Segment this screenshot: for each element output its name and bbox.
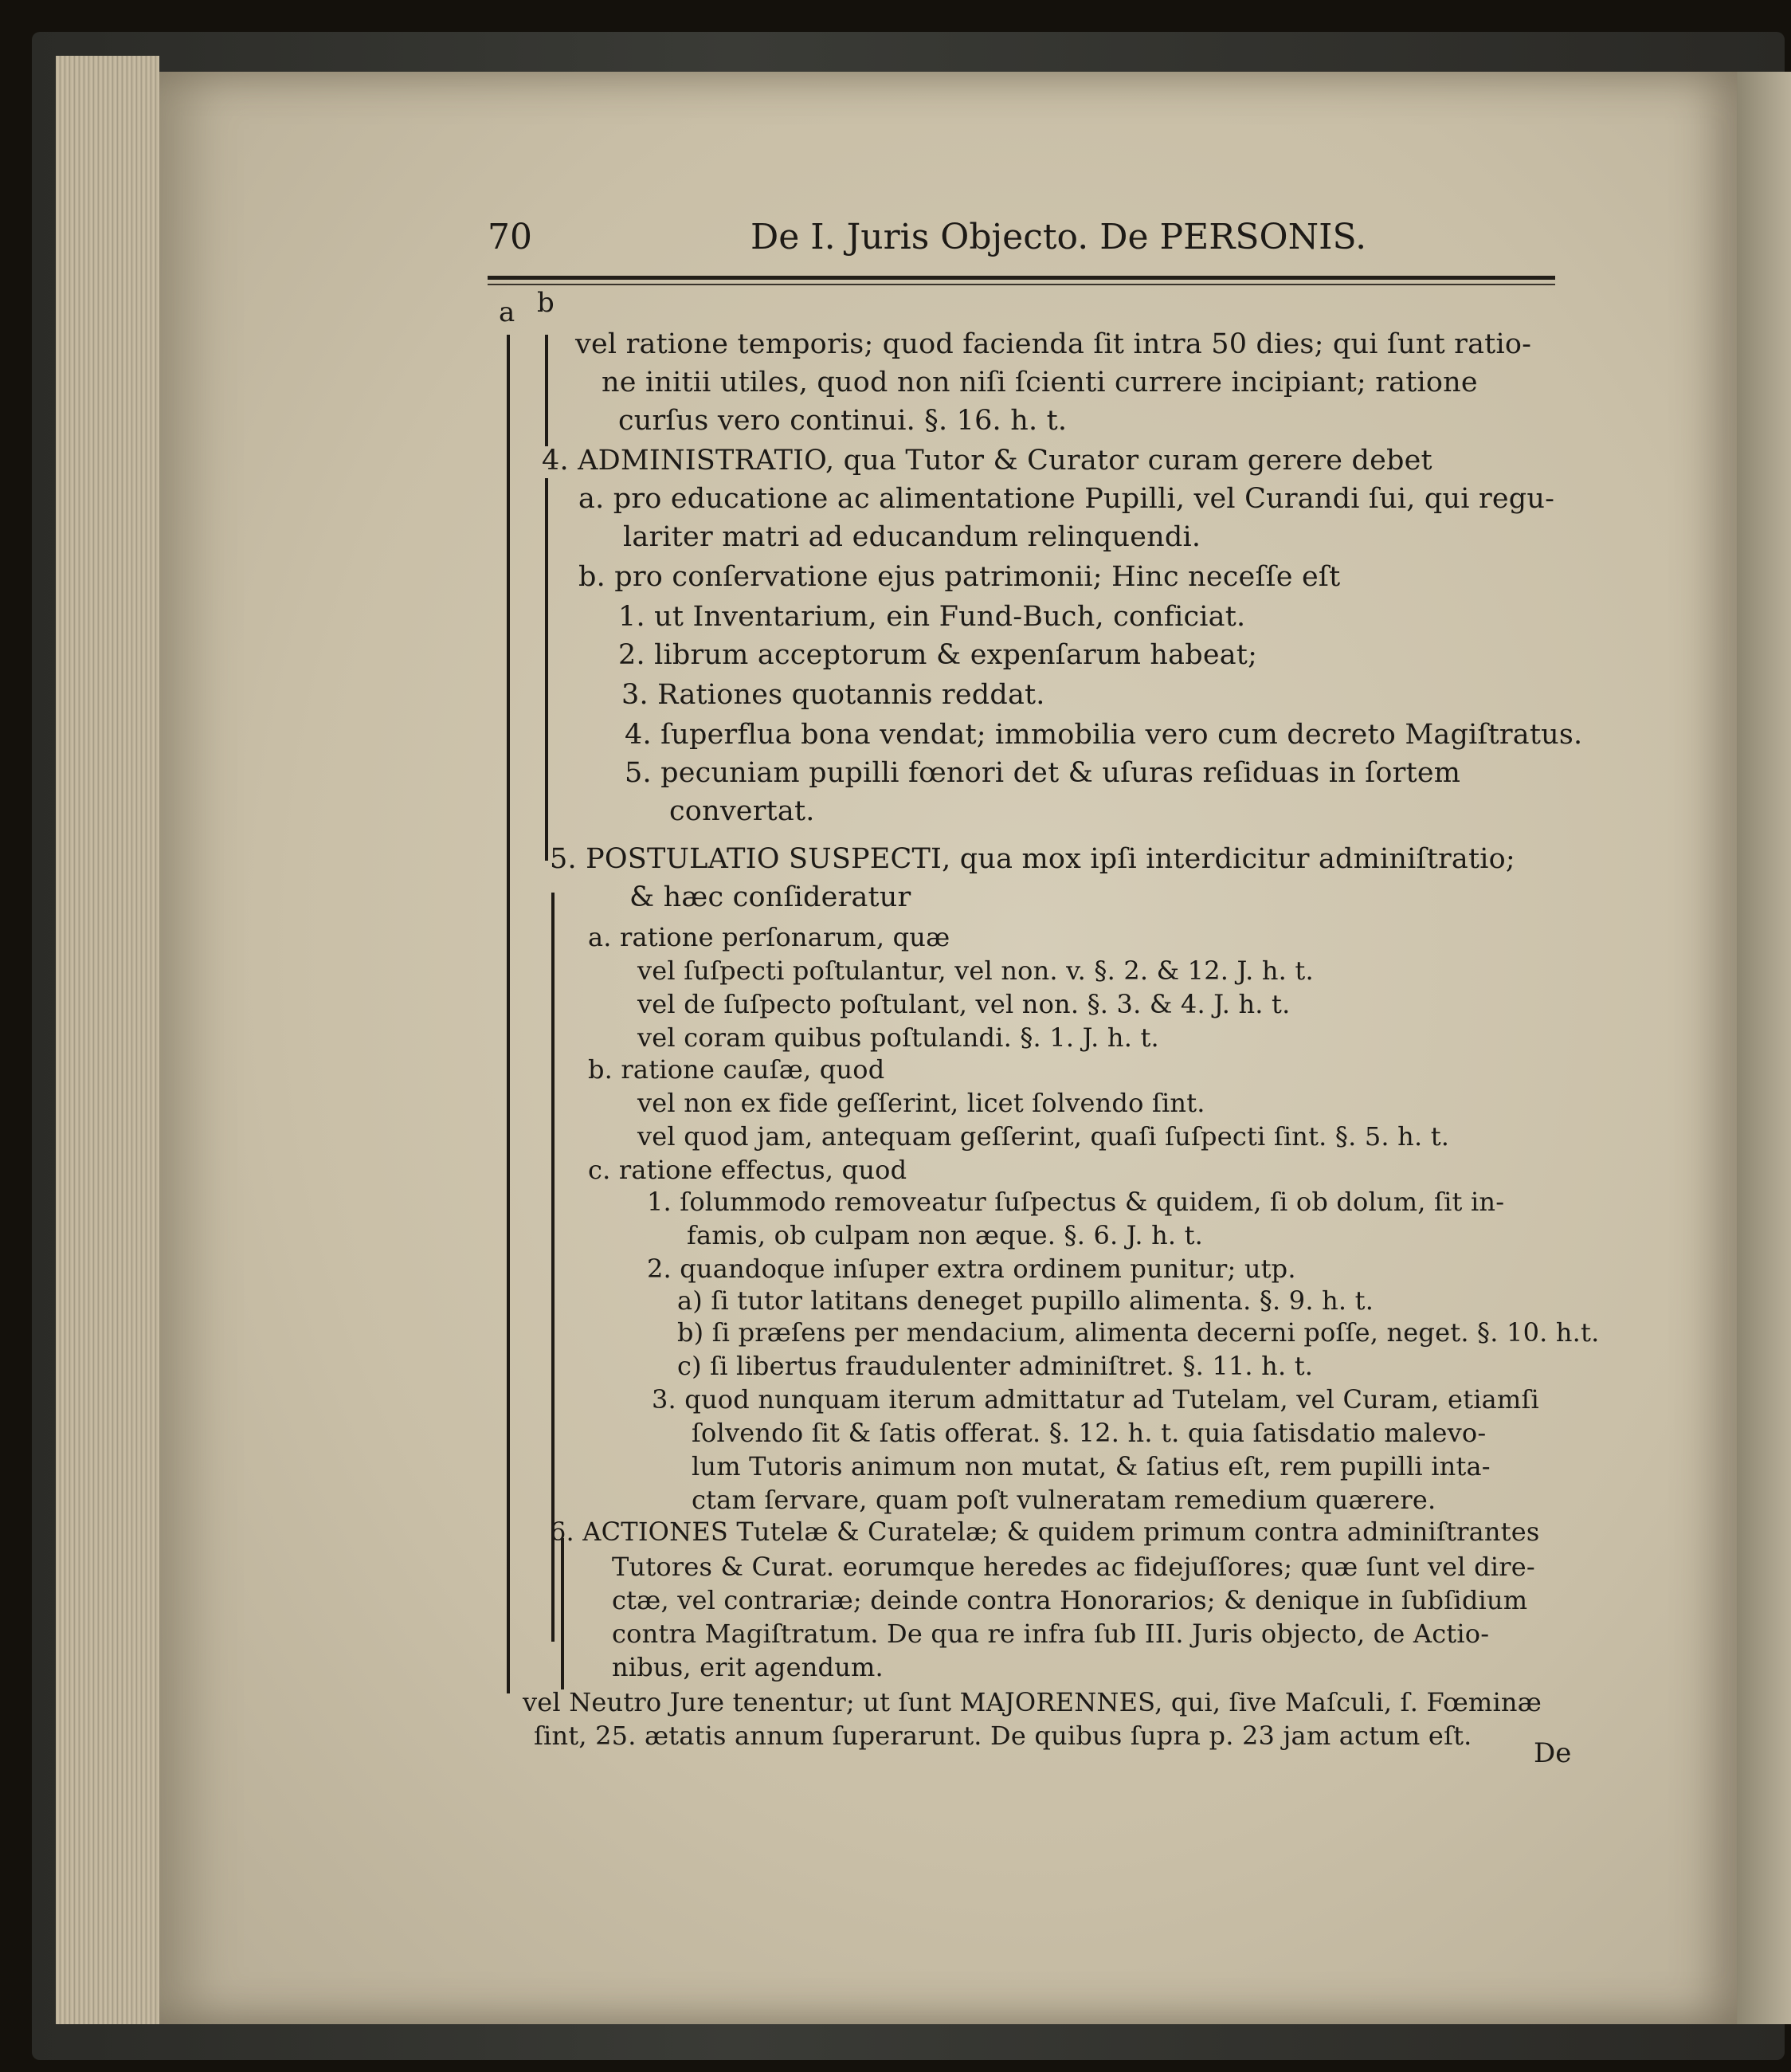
text-line: ctam ſervare, quam poſt vulneratam remedium quærere.	[692, 1485, 1436, 1515]
text-line: contra Magiſtratum. De qua re infra ſub III. Juris objecto, de Actio-	[612, 1619, 1490, 1649]
running-head	[488, 217, 1555, 273]
text-line: vel quod jam, antequam geſſerint, quaſi ſuſpecti ſint. §. 5. h. t.	[637, 1121, 1450, 1152]
page-number: 70	[488, 217, 532, 257]
text-line: 1. ſolummodo removeatur ſuſpectus & quidem, ſi ob dolum, ſit in-	[647, 1187, 1505, 1217]
text-line: 4. ADMINISTRATIO, qua Tutor & Curator curam gerere debet	[542, 445, 1432, 477]
text-line: nibus, erit agendum.	[612, 1652, 884, 1682]
text-line: vel de ſuſpecto poſtulant, vel non. §. 3. & 4. J. h. t.	[637, 989, 1291, 1019]
text-line: 4. ſuperflua bona vendat; immobilia vero cum decreto Magiſtratus.	[625, 719, 1583, 751]
text-line: curſus vero continui. §. 16. h. t.	[618, 405, 1068, 437]
text-line: b. pro conſervatione ejus patrimonii; Hinc neceſſe eſt	[578, 561, 1341, 593]
text-line: 3. Rationes quotannis reddat.	[621, 679, 1045, 711]
text-line: b. ratione cauſæ, quod	[588, 1054, 885, 1085]
text-line: lariter matri ad educandum relinquendi.	[623, 521, 1201, 553]
facing-page-edge	[1737, 72, 1791, 2024]
text-line: ne initii utiles, quod non niſi ſcienti currere incipiant; ratione	[602, 367, 1478, 398]
column-label-a: a	[499, 296, 515, 328]
column-label-b: b	[537, 287, 555, 319]
text-line: 2. quandoque inſuper extra ordinem punitur; utp.	[647, 1254, 1296, 1284]
text-line: vel ratione temporis; quod facienda ſit intra 50 dies; qui ſunt ratio-	[575, 328, 1532, 360]
outline-bracket-b-2	[545, 478, 548, 861]
text-line: vel Neutro Jure tenentur; ut ſunt MAJORENNES, qui, ſive Maſculi, ſ. Fœminæ	[523, 1687, 1542, 1717]
text-line: 1. ut Inventarium, ein Fund-Buch, conficiat.	[618, 601, 1246, 633]
text-line: ctæ, vel contrariæ; deinde contra Honorarios; & denique in ſubſidium	[612, 1585, 1528, 1615]
text-line: vel ſuſpecti poſtulantur, vel non. v. §. 2. & 12. J. h. t.	[637, 956, 1314, 986]
text-line: Tutores & Curat. eorumque heredes ac fidejuſſores; quæ ſunt vel dire-	[612, 1552, 1535, 1582]
page-title: De I. Juris Objecto. De PERSONIS.	[750, 217, 1367, 257]
text-line: b) ſi præſens per mendacium, alimenta decerni poſſe, neget. §. 10. h.t.	[677, 1317, 1600, 1348]
text-line: ſint, 25. ætatis annum ſuperarunt. De quibus ſupra p. 23 jam actum eſt.	[534, 1721, 1472, 1751]
text-line: c. ratione effectus, quod	[588, 1155, 907, 1185]
text-line: vel coram quibus poſtulandi. §. 1. J. h. t.	[637, 1022, 1159, 1053]
text-line: 3. quod nunquam iterum admittatur ad Tutelam, vel Curam, etiamſi	[652, 1384, 1539, 1415]
header-rule-thin	[488, 284, 1555, 285]
text-line: a) ſi tutor latitans deneget pupillo alimenta. §. 9. h. t.	[677, 1285, 1374, 1316]
text-line: 6. ACTIONES Tutelæ & Curatelæ; & quidem primum contra adminiſtrantes	[550, 1517, 1540, 1547]
page-edges	[56, 56, 159, 2024]
header-rule	[488, 276, 1555, 280]
text-line: vel non ex fide geſſerint, licet ſolvendo ſint.	[637, 1088, 1205, 1118]
catchword: De	[1534, 1737, 1572, 1769]
text-line: & hæc conſideratur	[629, 881, 911, 913]
text-line: 5. pecuniam pupilli fœnori det & uſuras reſiduas in ſortem	[625, 757, 1461, 789]
text-line: a. pro educatione ac alimentatione Pupilli, vel Curandi ſui, qui regu-	[578, 483, 1555, 515]
text-line: famis, ob culpam non æque. §. 6. J. h. t.	[687, 1220, 1204, 1250]
text-line: ſolvendo ſit & ſatis offerat. §. 12. h. t. quia ſatisdatio malevo-	[692, 1418, 1487, 1448]
text-line: convertat.	[669, 795, 815, 827]
outline-bracket-b-4	[561, 1538, 564, 1689]
text-line: c) ſi libertus fraudulenter adminiſtret. §. 11. h. t.	[677, 1351, 1314, 1381]
text-line: 2. librum acceptorum & expenſarum habeat;	[618, 639, 1258, 671]
text-line: lum Tutoris animum non mutat, & ſatius eſt, rem pupilli inta-	[692, 1451, 1491, 1481]
outline-bracket-b-1	[545, 335, 548, 446]
outline-bracket-a	[507, 335, 510, 1693]
text-line: 5. POSTULATIO SUSPECTI, qua mox ipſi interdicitur adminiſtratio;	[550, 843, 1515, 875]
text-line: a. ratione perſonarum, quæ	[588, 922, 950, 952]
